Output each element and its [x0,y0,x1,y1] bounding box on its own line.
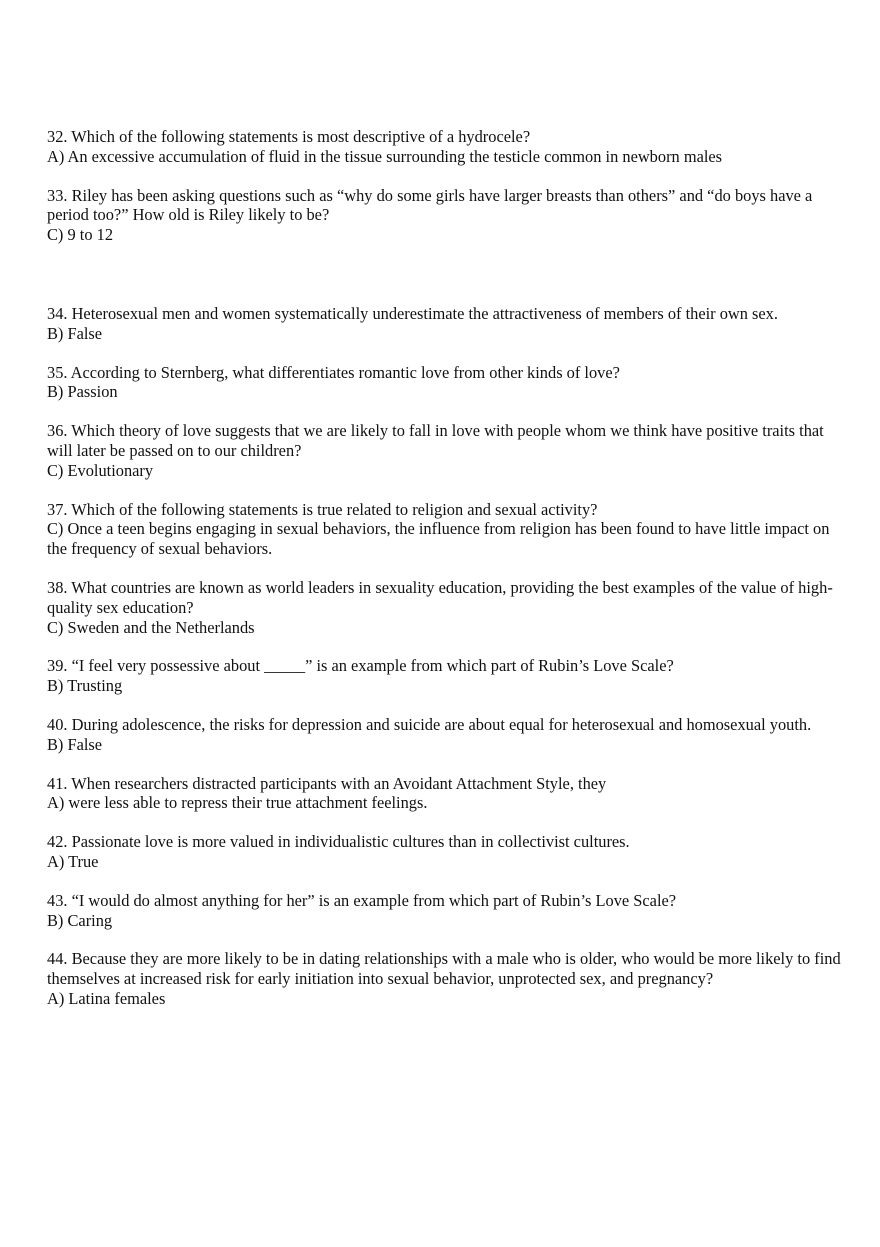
qa-item-44 [47,949,847,1008]
question-text: 37. Which of the following statements is true related to religion and sexual activity? [47,499,598,519]
answer-text: B) Trusting [47,676,123,696]
question-text: 40. During adolescence, the risks for depression and suicide are about equal for heterosexual and homosexual youth. [47,714,812,734]
question-text: 35. According to Sternberg, what differentiates romantic love from other kinds of love? [47,362,620,382]
answer-text: A) Latina females [47,988,166,1008]
qa-item-37 [47,500,847,559]
question-text: 32. Which of the following statements is most descriptive of a hydrocele? [47,127,531,146]
qa-item-36 [47,421,847,480]
qa-item-34 [47,304,847,344]
qa-item-43 [47,891,847,931]
answer-text: B) Caring [47,910,113,930]
question-text: 34. Heterosexual men and women systematically underestimate the attractiveness of members of their own sex. [47,303,778,323]
answer-text: C) Sweden and the Netherlands [47,617,255,637]
question-text: 39. “I feel very possessive about _____” is an example from which part of Rubin’s Love Scale? [47,656,674,676]
qa-item-39 [47,656,847,696]
question-text: 43. “I would do almost anything for her” is an example from which part of Rubin’s Love Scale? [47,890,677,910]
answer-text: C) 9 to 12 [47,225,114,245]
answer-text: B) False [47,734,103,754]
answer-text: A) An excessive accumulation of fluid in the tissue surrounding the testicle common in newborn males [47,146,723,166]
question-text: 38. What countries are known as world leaders in sexuality education, providing the best examples of the value of high-quality sex education? [47,577,833,617]
answer-text: C) Evolutionary [47,460,154,480]
answer-text: B) False [47,323,103,343]
question-text: 33. Riley has been asking questions such as “why do some girls have larger breasts than others” and “do boys have a period too?” How old is Riley likely to be? [47,185,813,225]
question-text: 41. When researchers distracted participants with an Avoidant Attachment Style, they [47,773,607,793]
qa-item-41 [47,774,847,814]
question-text: 42. Passionate love is more valued in individualistic cultures than in collectivist cultures. [47,832,630,852]
qa-item-38 [47,578,847,637]
qa-item-32 [47,127,847,167]
qa-item-42 [47,832,847,872]
answer-text: B) Passion [47,382,118,402]
answer-text: A) True [47,851,99,871]
qa-item-35 [47,363,847,403]
question-text: 44. Because they are more likely to be in dating relationships with a male who is older, who would be more likely to find themselves at increased risk for early initiation into sexual behavior, unprotected sex, and pregnancy? [47,949,841,989]
qa-item-33 [47,186,847,245]
answer-text: A) were less able to repress their true attachment feelings. [47,793,428,813]
question-text: 36. Which theory of love suggests that we are likely to fall in love with people whom we think have positive traits that will later be passed on to our children? [47,421,824,460]
qa-item-40 [47,715,847,755]
document-page [47,127,847,1009]
answer-text: C) Once a teen begins engaging in sexual behaviors, the influence from religion has been found to have little impact on the frequency of sexual behaviors. [47,519,830,559]
